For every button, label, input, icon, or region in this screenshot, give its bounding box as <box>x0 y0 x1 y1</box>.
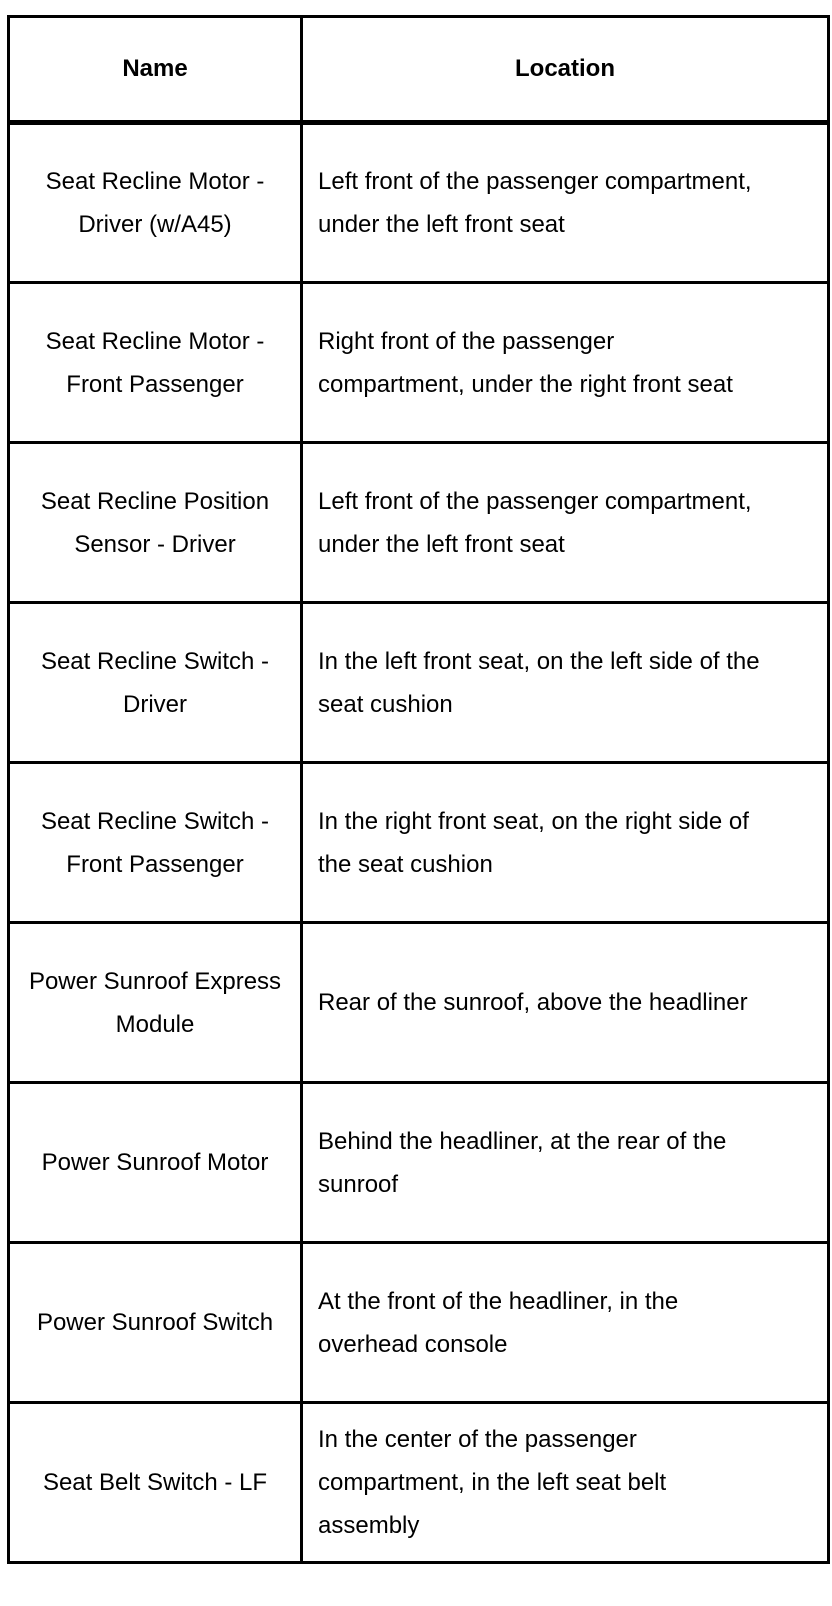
component-name: Power Sunroof Switch <box>9 1243 302 1403</box>
table-row <box>9 1403 829 1563</box>
component-location: Left front of the passenger compartment, under the left front seat <box>302 443 829 603</box>
component-location: In the center of the passenger compartment, in the left seat belt assembly <box>302 1403 829 1563</box>
table-row <box>9 763 829 923</box>
header-row <box>9 17 829 123</box>
component-name: Power Sunroof Motor <box>9 1083 302 1243</box>
component-location: Left front of the passenger compartment, under the left front seat <box>302 123 829 283</box>
component-location: In the right front seat, on the right side of the seat cushion <box>302 763 829 923</box>
table-header <box>9 17 829 123</box>
header-name: Name <box>9 17 302 123</box>
table-row <box>9 123 829 283</box>
table-body <box>9 123 829 1563</box>
component-name: Seat Recline Position Sensor - Driver <box>9 443 302 603</box>
table-row <box>9 283 829 443</box>
component-location: In the left front seat, on the left side of the seat cushion <box>302 603 829 763</box>
component-name: Power Sunroof Express Module <box>9 923 302 1083</box>
component-location-table <box>7 15 830 1564</box>
table-row <box>9 1083 829 1243</box>
component-name: Seat Recline Motor - Front Passenger <box>9 283 302 443</box>
header-location: Location <box>302 17 829 123</box>
table-row <box>9 923 829 1083</box>
component-name: Seat Recline Switch - Driver <box>9 603 302 763</box>
component-location: At the front of the headliner, in the overhead console <box>302 1243 829 1403</box>
table-row <box>9 1243 829 1403</box>
component-location: Rear of the sunroof, above the headliner <box>302 923 829 1083</box>
component-location: Right front of the passenger compartment, under the right front seat <box>302 283 829 443</box>
table-row <box>9 603 829 763</box>
component-name: Seat Recline Motor - Driver (w/A45) <box>9 123 302 283</box>
table-row <box>9 443 829 603</box>
component-name: Seat Belt Switch - LF <box>9 1403 302 1563</box>
component-location: Behind the headliner, at the rear of the sunroof <box>302 1083 829 1243</box>
component-name: Seat Recline Switch - Front Passenger <box>9 763 302 923</box>
